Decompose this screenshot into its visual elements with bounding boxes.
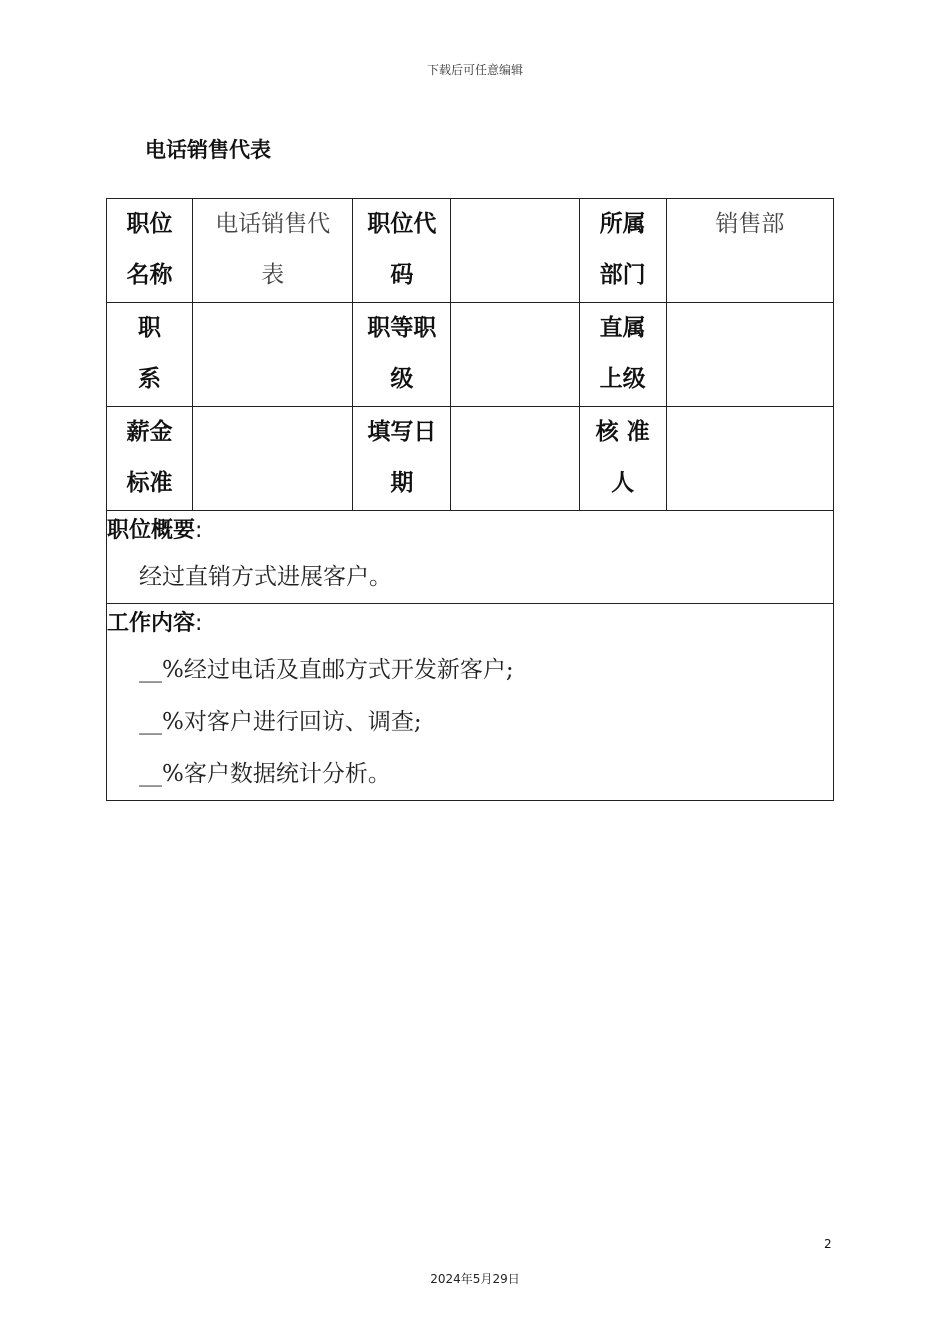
page-footer-date: 2024年5月29日: [430, 1272, 520, 1286]
summary-title: 职位概要:: [107, 518, 203, 543]
summary-text: 经过直销方式进展客户。: [139, 564, 392, 590]
summary-section: [107, 511, 834, 604]
value-department: 销售部: [666, 199, 833, 303]
label-salary-standard: 薪金标准: [107, 407, 193, 511]
value-job-family: [193, 303, 353, 407]
label-department: 所属部门: [579, 199, 666, 303]
work-content-section: [107, 604, 834, 801]
label-direct-supervisor: 直属上级: [579, 303, 666, 407]
value-job-grade: [451, 303, 579, 407]
table-row: [107, 511, 834, 604]
list-item: __%经过电话及直邮方式开发新客户;: [139, 657, 514, 683]
value-approver: [666, 407, 833, 511]
label-fill-date: 填写日期: [353, 407, 451, 511]
table-row: [107, 303, 834, 407]
label-approver: 核 准 人: [579, 407, 666, 511]
label-position-code: 职位代码: [353, 199, 451, 303]
list-item: __%对客户进行回访、调查;: [139, 709, 422, 735]
page-number: 2: [824, 1237, 832, 1251]
document-title: 电话销售代表: [145, 138, 271, 162]
page-header: 下载后可任意编辑: [426, 63, 523, 77]
table-row: [107, 407, 834, 511]
label-job-grade: 职等职级: [353, 303, 451, 407]
list-item: __%客户数据统计分析。: [139, 761, 391, 787]
table-row: [107, 604, 834, 801]
label-job-family: 职 系: [107, 303, 193, 407]
value-fill-date: [451, 407, 579, 511]
value-salary-standard: [193, 407, 353, 511]
value-position-name: 电话销售代表: [193, 199, 353, 303]
work-content-title: 工作内容:: [107, 611, 203, 636]
label-position-name: 职位名称: [107, 199, 193, 303]
value-direct-supervisor: [666, 303, 833, 407]
table-row: [107, 199, 834, 303]
value-position-code: [451, 199, 579, 303]
position-info-table: [106, 198, 834, 801]
